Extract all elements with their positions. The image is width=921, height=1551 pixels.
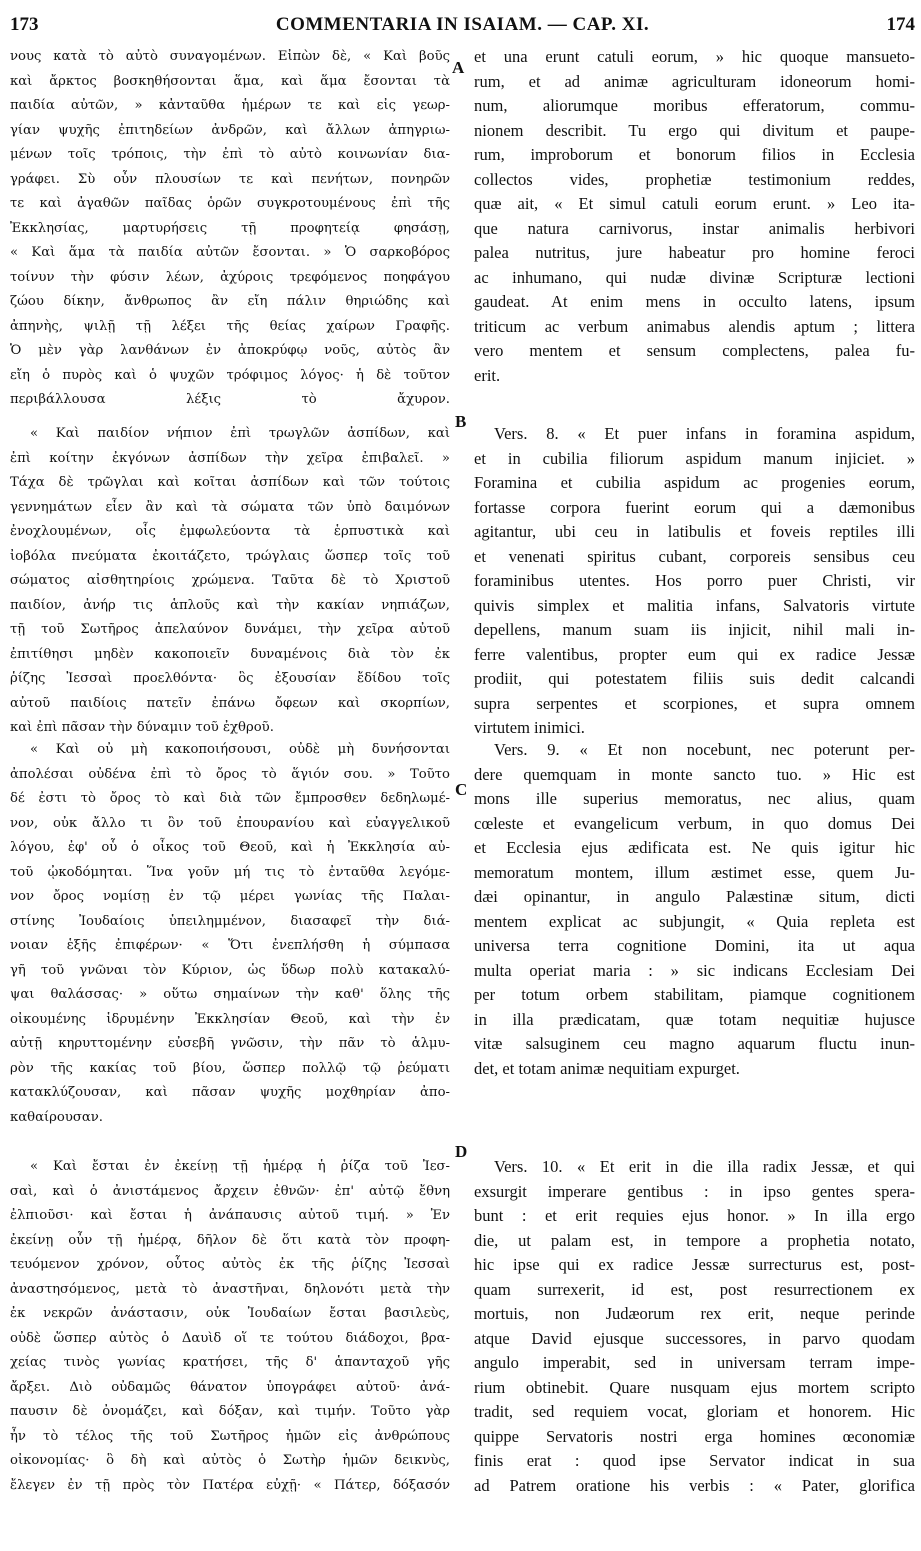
text-line: αὐτῇ κηρυττομένην εὐσεβῆ γνῶσιν, τὴν πᾶν τὸ ἁλμυ- — [10, 1036, 450, 1051]
text-line: vero mentem et sensum complectens, palea fu- — [474, 341, 915, 360]
text-line: παιδίον, ἀνήρ τις ἁπλοῦς καὶ τὴν κακίαν νηπιάζων, — [10, 597, 450, 613]
text-line: rum, improborum et bonorum filios in Ecclesia — [474, 145, 915, 164]
text-line: quam surrexerit, id est, post resurrectionem ex — [474, 1279, 915, 1299]
text-line: νοιαν ἑξῆς ἐπιφέρων· « Ὅτι ἐνεπλήσθη ἡ σύμπασα — [10, 938, 450, 953]
text-line: σαὶ, καὶ ὁ ἀνιστάμενος ἄρχειν ἐθνῶν· ἐπ' αὐτῷ ἔθνη — [10, 1183, 450, 1199]
margin-marker-d: D — [455, 1142, 468, 1161]
text-line: et venenati spiritus cubant, corporeis sensibus ceu — [474, 546, 915, 566]
text-line: angulo imperabit, sed in universam terram impe- — [474, 1353, 915, 1372]
text-line: τοῦ ᾠκοδόμηται. Ἵνα γοῦν μή τις τὸ ἐνταῦθα λεγόμε- — [10, 864, 450, 880]
text-line: Vers. 8. « Et puer infans in foramina aspidum, — [494, 424, 915, 443]
text-line: ἐπὶ κοίτην ἐκγόνων ἀσπίδων τὴν χεῖρα ἐπιβαλεῖ. » — [10, 450, 450, 466]
text-line: supra serpentes et scorpiones, et supra omnem — [474, 693, 915, 713]
text-line: dere quemquam in monte sancto tuo. » Hic est — [474, 764, 915, 784]
text-line: τῇ τοῦ Σωτῆρος ἀπελαύνον δυνάμει, τὴν χεῖρα αὐτοῦ — [10, 622, 450, 637]
text-line: quivis simplex et malitia infans, Salvatoris virtute — [474, 595, 915, 615]
text-line: ἐπιτίθησι μηδὲν κακοποιεῖν δυναμένοις διὰ τὸν ἐκ — [10, 646, 450, 662]
text-line: ἐκείνῃ οὖν τῇ ἡμέρᾳ, δῆλον δὲ ὅτι κατὰ τὸν προφη- — [10, 1232, 450, 1248]
text-line: γεννημάτων εἶεν ἂν καὶ τὰ σώματα τῶν ὑπὸ δαιμόνων — [10, 499, 450, 515]
text-line: παιδία αὐτῶν, » κἀνταῦθα ἡμέρων τε καὶ εἰς γεωρ- — [10, 98, 450, 113]
text-line: τευόμενον χρόνον, οὗτος αὐτὸς ἐκ τῆς ῥίζης Ἰεσσαὶ — [10, 1257, 450, 1272]
text-line: rum, et ad animæ agriculturam idoneorum homi- — [474, 71, 915, 91]
text-line: die, ut palam est, in tempore a prophetia notato, — [474, 1230, 915, 1250]
text-line: ρὸν τῆς κακίας τοῦ βίου, ὥσπερ πολλῷ τῷ ῥεύματι — [10, 1060, 450, 1076]
running-title: COMMENTARIA IN ISAIAM. — CAP. XI. — [275, 14, 650, 35]
text-line: ψαι θαλάσσας· » οὕτω σημαίνων τὴν καθ' ὅλης τῆς — [10, 987, 450, 1002]
text-line: atque David ejusque successores, in parvo quodam — [474, 1328, 915, 1348]
greek-column-section-1 — [10, 45, 450, 413]
text-line: exsurgit imperare gentibus : in ipso gentes spera- — [474, 1181, 915, 1201]
text-line: virtutem inimici. — [474, 718, 585, 737]
text-line: Τάχα δὲ τρῶγλαι καὶ κοῖται ἀσπίδων καὶ τῶν τούτοις — [10, 475, 450, 490]
text-line: et una erunt catuli eorum, » hic quoque mansueto- — [474, 47, 915, 66]
latin-column-section-4 — [474, 1155, 915, 1498]
text-line: λόγου, ἐφ' οὗ ὁ οἶκος τοῦ Θεοῦ, καὶ ἡ Ἐκκλησία αὐ- — [10, 840, 450, 855]
text-line: ἐνοχλουμένων, οἷς ἐμφωλεύοντα τὰ ἑρπυστικὰ καὶ — [10, 524, 450, 539]
running-header — [10, 14, 915, 44]
text-line: rium obtinebit. Quare nusquam ejus mortem scripto — [474, 1377, 915, 1397]
text-line: κατακλύζουσαν, καὶ πᾶσαν ψυχῆς μοχθηρίαν ἀπο- — [10, 1085, 450, 1100]
text-line: in illa prædicatam, quæ totam nequitiæ hujusce — [474, 1009, 915, 1029]
text-line: Foramina et cubilia aspidum ac progenies eorum, — [474, 473, 915, 492]
page-number-right: 174 — [886, 14, 915, 35]
text-line: ἐκ νεκρῶν ἀνάστασιν, οὐκ Ἰουδαίων ἔσται βασιλεὺς, — [10, 1306, 450, 1321]
text-line: ἄρξει. Διὸ οὐδαμῶς θάνατον ὑπογράφει αὐτοῦ· ἀνά- — [10, 1379, 450, 1395]
text-line: σώματος αἰσθητηρίοις χρώμενα. Ταῦτα δὲ τὸ Χριστοῦ — [10, 573, 450, 588]
text-line: γίαν ψυχῆς ἐπιτηδείων ἀνδρῶν, καὶ ἄλλων ἀπηγριω- — [10, 122, 450, 138]
text-line: que natura carnivorus, instar animalis herbivori — [474, 218, 915, 238]
text-line: triticum ac verbum animabus alendis aptum ; littera — [474, 316, 915, 336]
text-line: tradit, sed requiem vocat, gloriam et honorem. Hic — [474, 1402, 915, 1421]
text-line: καθαίρουσαν. — [10, 1109, 103, 1125]
text-line: « Καὶ ἅμα τὰ παιδία αὐτῶν ἔσονται. » Ὁ σαρκοβόρος — [10, 245, 450, 260]
text-line: prodiit, qui potestatem filiis suis dedit calcandi — [474, 669, 915, 688]
text-line: memoratum montem, illum æstimet esse, quem Ju- — [474, 862, 915, 882]
text-line: μένων τοῖς τρόποις, τὴν ἐπὶ τὸ αὐτὸ κοινωνίαν δια- — [10, 147, 450, 162]
text-line: ἦν τὸ τέλος τῆς τοῦ Σωτῆρος ἡμῶν εἰς ἀνθρώπους — [10, 1428, 450, 1444]
text-line: palea nutritus, jure habeatur pro homine feroci — [474, 243, 915, 262]
margin-marker-c: C — [455, 780, 468, 799]
text-line: δέ ἐστι τὸ ὄρος τὸ καὶ διὰ τῶν ἔμπροσθεν δεδηλωμέ- — [10, 791, 450, 806]
text-line: τε καὶ ἀγαθῶν παῖδας ὁρῶν συγκροτουμένους ἐπὶ τῆς — [10, 196, 450, 211]
text-line: ἔλεγεν ἐν τῇ πρὸς τὸν Πατέρα εὐχῇ· « Πάτερ, δόξασόν — [10, 1477, 450, 1493]
text-line: αὐτοῦ παιδίοις πατεῖν ἐπάνω ὄφεων καὶ σκορπίων, — [10, 695, 450, 711]
text-line: « Καὶ παιδίον νήπιον ἐπὶ τρωγλῶν ἀσπίδων, καὶ — [30, 426, 450, 441]
margin-marker-a: A — [452, 58, 465, 77]
text-line: det, et totam animæ nequitiam expurget. — [474, 1058, 740, 1078]
text-line: Vers. 10. « Et erit in die illa radix Jessæ, et qui — [494, 1157, 915, 1176]
text-line: finis erat : quod ipse Servator indicat in sua — [474, 1451, 915, 1470]
text-line: παυσιν δὲ ὀνομάζει, καὶ δόξαν, καὶ τιμήν. Τοῦτο γὰρ — [10, 1404, 450, 1419]
text-line: multa operiat maria : » sic indicans Ecclesiam Dei — [474, 960, 915, 980]
text-line: οἰκονομίας· ὃ δὴ καὶ αὐτὸς ὁ Σωτὴρ ἡμῶν δεικνὺς, — [10, 1453, 450, 1468]
text-line: foraminibus utentes. Hos porro puer Christi, vir — [474, 571, 915, 590]
text-line: ad Patrem oratione his verbis : « Pater, glorifica — [474, 1475, 915, 1495]
text-line: ferre valentibus, propter eum qui ex radice Jessæ — [474, 644, 915, 664]
text-line: vitæ salsuginem ceu magno aquarum fluctu inun- — [474, 1034, 915, 1053]
text-line: per totum orbem stabilitam, piamque cognitionem — [474, 985, 915, 1004]
text-line: ac inhumano, qui nudæ divinæ Scripturæ lectioni — [474, 267, 915, 287]
text-line: γῆ τοῦ γνῶναι τὸν Κύριον, ὡς ὕδωρ πολὺ κατακαλύ- — [10, 962, 450, 978]
text-line: hic ipse qui ex radice Jessæ surrecturus est, post- — [474, 1255, 915, 1274]
text-line: fortasse corpora fuerint eorum qui a dæmonibus — [474, 497, 915, 517]
text-line: οὐδὲ ὥσπερ αὐτὸς ὁ Δαυὶδ οἵ τε τούτου διάδοχοι, βρα- — [10, 1330, 450, 1346]
text-line: ἰοβόλα πνεύματα ἐκοιτάζετο, τρώγλαις ὥσπερ τοῖς τοῦ — [10, 548, 450, 564]
text-line: mortuis, non Judæorum rex erit, neque perinde — [474, 1304, 915, 1323]
text-line: nionem describit. Tu ergo qui divitum et paupe- — [474, 120, 915, 140]
text-line: εἴη ὁ πυρὸς καὶ ὁ ψυχῶν τρόφιμος λόγος· ἡ δὲ τοῦτον — [10, 367, 450, 383]
text-line: γράφει. Σὺ οὖν πλουσίων τε καὶ πενήτων, πονηρῶν — [10, 171, 450, 187]
text-line: gaudeat. At enim mens in occulto latens, ipsum — [474, 292, 915, 311]
text-line: et in cubilia filiorum aspidum manum injiciet. » — [474, 448, 915, 468]
text-line: agitantur, ubi ceu in latibulis et foveis reptiles illi — [474, 522, 915, 541]
text-line: νους κατὰ τὸ αὐτὸ συναγομένων. Εἰπὼν δὲ, « Καὶ βοῦς — [10, 49, 450, 64]
text-line: Ἐκκλησίας, μαρτυρήσεις τῇ προφητείᾳ φησάσῃ, — [10, 220, 450, 236]
text-line: dæi opinantur, in angulo Palæstinæ situm, dicti — [474, 887, 915, 906]
text-line: ἀναστησόμενος, μετὰ τὸ ἀναστῆναι, δηλονότι μετὰ τὴν — [10, 1281, 450, 1297]
text-line: περιβάλλουσα λέξις τὸ ἄχυρον. — [10, 392, 450, 407]
greek-column-section-4 — [10, 1155, 450, 1498]
text-line: quæ ait, « Et simul catuli eorum erunt. » Leo ita- — [474, 194, 915, 213]
text-line: ἀπολέσαι οὐδένα ἐπὶ τὸ ὄρος τὸ ἅγιόν σου. » Τοῦτο — [10, 766, 450, 782]
text-line: Ὁ μὲν γὰρ λανθάνων ἐν ἀποκρύφῳ νοῦς, αὐτὸς ἂν — [10, 343, 450, 358]
text-line: universa terra cognitione Domini, ita ut aqua — [474, 936, 915, 955]
text-line: mons ille superius memoratus, nec alius, quam — [474, 789, 915, 808]
text-line: ῥίζης Ἰεσσαὶ προελθόντα· ὃς ἐξουσίαν ἔδίδου τοῖς — [10, 671, 450, 686]
text-line: καὶ ἐπὶ πᾶσαν τὴν δύναμιν τοῦ ἐχθροῦ. — [10, 720, 274, 735]
text-line: νον, οὐκ ἄλλο τι ὂν τοῦ ἐπουρανίου καὶ εὐαγγελικοῦ — [10, 815, 450, 831]
text-line: ζώου δίκην, ἄνθρωπος ἂν εἴη πάλιν θηριώδης καὶ — [10, 294, 450, 309]
text-line: τοίνυν τὴν φύσιν λέων, ἀχύροις τρεφόμενος ποηφάγου — [10, 269, 450, 285]
text-line: χείας τινὸς γωνίας κρατήσει, τῆς δ' ἁπανταχοῦ γῆς — [10, 1355, 450, 1370]
text-line: num, aliorumque moribus efferatorum, commu- — [474, 96, 915, 115]
page-number-left: 173 — [10, 14, 39, 35]
text-line: erit. — [474, 365, 501, 385]
text-line: Vers. 9. « Et non nocebunt, nec poterunt per- — [494, 740, 915, 759]
text-line: καὶ ἄρκτος βοσκηθήσονται ἅμα, καὶ ἅμα ἔσονται τὰ — [10, 73, 450, 89]
greek-column-section-2 — [10, 422, 450, 741]
text-line: quippe Servatoris nostri erga homines œconomiæ — [474, 1426, 915, 1446]
margin-marker-b: B — [455, 412, 467, 431]
text-line: νον ὄρος νομίσῃ ἐν τῷ μέρει γωνίας τῆς Παλαι- — [10, 889, 450, 904]
text-line: collectos vides, prophetiæ testimonium reddes, — [474, 169, 915, 189]
text-line: depellens, manum suam iis injicit, nihil mali in- — [474, 620, 915, 639]
latin-column-section-3 — [474, 738, 915, 1081]
text-line: bunt : et erit requies ejus honor. » In illa ergo — [474, 1206, 915, 1225]
text-line: et Ecclesia ejus ædificata est. Ne quis igitur hic — [474, 838, 915, 857]
text-line: ἀπηνὴς, ψιλῇ τῇ λέξει τῆς θείας χαίρων Γραφῆς. — [10, 318, 450, 334]
latin-column-section-1 — [474, 45, 915, 388]
text-line: στίνης Ἰουδαίοις ὑπειλημμένον, διασαφεῖ τὴν διά- — [10, 913, 450, 929]
latin-column-section-2 — [474, 422, 915, 741]
text-line: mentem explicat ac subjungit, « Quia repleta est — [474, 911, 915, 931]
text-line: οἰκουμένης ἱδρυμένην Ἐκκλησίαν Θεοῦ, καὶ τὴν ἐν — [10, 1011, 450, 1027]
text-line: « Καὶ ἔσται ἐν ἐκείνῃ τῇ ἡμέρᾳ ἡ ῥίζα τοῦ Ἰεσ- — [30, 1159, 450, 1174]
text-line: ἐλπιοῦσι· καὶ ἔσται ἡ ἀνάπαυσις αὐτοῦ τιμή. » Ἐν — [10, 1208, 450, 1223]
text-line: « Καὶ οὐ μὴ κακοποιήσουσι, οὐδὲ μὴ δυνήσονται — [30, 742, 450, 757]
text-line: cœleste et evangelicum verbum, in quo domus Dei — [474, 813, 915, 833]
greek-column-section-3 — [10, 738, 450, 1130]
